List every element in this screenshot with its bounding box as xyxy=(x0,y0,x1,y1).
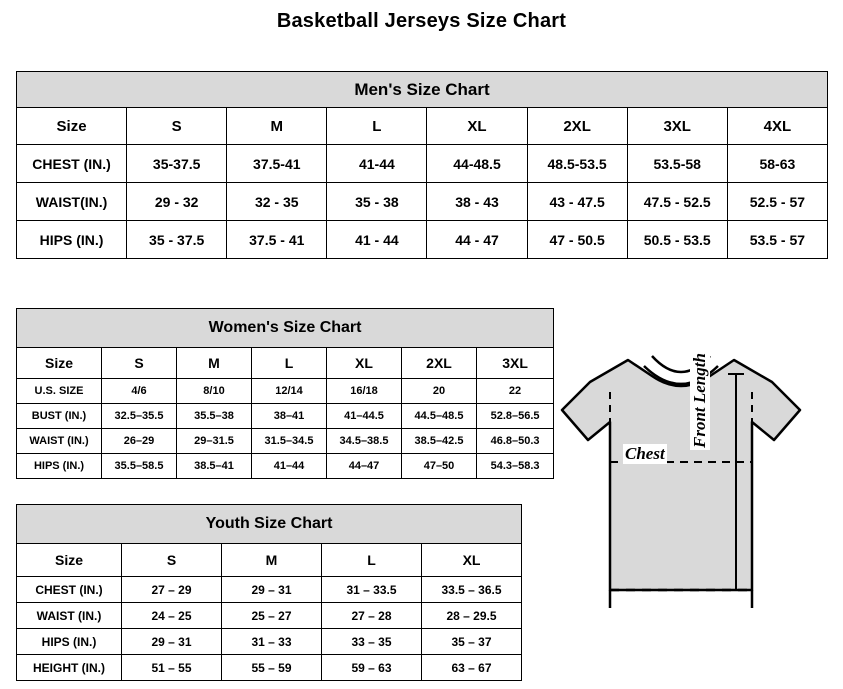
table-cell: 55 – 59 xyxy=(222,655,322,681)
column-header: XL xyxy=(327,348,402,379)
table-row xyxy=(17,603,522,629)
table-cell: 44-48.5 xyxy=(427,145,527,183)
table-cell: 38.5–42.5 xyxy=(402,429,477,454)
table-cell: 35 - 37.5 xyxy=(127,221,227,259)
column-header: S xyxy=(122,544,222,577)
table-row xyxy=(17,577,522,603)
table-cell: 29 - 32 xyxy=(127,183,227,221)
womens-size-chart xyxy=(16,308,553,479)
table-cell: 31 – 33.5 xyxy=(322,577,422,603)
table-cell: 31.5–34.5 xyxy=(252,429,327,454)
column-header: Size xyxy=(17,544,122,577)
table-header-row xyxy=(17,108,828,145)
table-cell: 35 - 38 xyxy=(327,183,427,221)
column-header: 3XL xyxy=(477,348,554,379)
table-cell: 32.5–35.5 xyxy=(102,404,177,429)
mens-size-chart xyxy=(16,71,828,259)
table-cell: 38 - 43 xyxy=(427,183,527,221)
table-cell: 20 xyxy=(402,379,477,404)
mens-size-table xyxy=(16,71,828,259)
table-cell: 29 – 31 xyxy=(222,577,322,603)
womens-size-table xyxy=(16,308,554,479)
table-cell: 44 - 47 xyxy=(427,221,527,259)
table-cell: 16/18 xyxy=(327,379,402,404)
table-row xyxy=(17,404,554,429)
table-cell: 27 – 28 xyxy=(322,603,422,629)
column-header: M xyxy=(222,544,322,577)
table-cell: 31 – 33 xyxy=(222,629,322,655)
table-cell: 54.3–58.3 xyxy=(477,454,554,479)
table-cell: 33.5 – 36.5 xyxy=(422,577,522,603)
table-header-row xyxy=(17,544,522,577)
table-cell: 37.5-41 xyxy=(227,145,327,183)
table-cell: 48.5-53.5 xyxy=(527,145,627,183)
table-banner-row xyxy=(17,309,554,348)
youth-size-chart xyxy=(16,504,521,681)
table-cell: 25 – 27 xyxy=(222,603,322,629)
table-cell: 47 - 50.5 xyxy=(527,221,627,259)
table-row xyxy=(17,183,828,221)
table-cell: 46.8–50.3 xyxy=(477,429,554,454)
table-cell: 22 xyxy=(477,379,554,404)
row-label: HEIGHT (IN.) xyxy=(17,655,122,681)
table-cell: 53.5-58 xyxy=(627,145,727,183)
table-cell: 34.5–38.5 xyxy=(327,429,402,454)
table-cell: 4/6 xyxy=(102,379,177,404)
column-header: S xyxy=(127,108,227,145)
row-label: CHEST (IN.) xyxy=(17,145,127,183)
table-cell: 41 - 44 xyxy=(327,221,427,259)
table-cell: 63 – 67 xyxy=(422,655,522,681)
womens-chart-title: Women's Size Chart xyxy=(17,309,554,348)
table-banner-row xyxy=(17,72,828,108)
table-cell: 29 – 31 xyxy=(122,629,222,655)
mens-chart-title: Men's Size Chart xyxy=(17,72,828,108)
row-label: CHEST (IN.) xyxy=(17,577,122,603)
table-cell: 24 – 25 xyxy=(122,603,222,629)
table-cell: 35 – 37 xyxy=(422,629,522,655)
youth-size-table xyxy=(16,504,522,681)
table-cell: 35.5–58.5 xyxy=(102,454,177,479)
row-label: U.S. SIZE xyxy=(17,379,102,404)
table-cell: 44–47 xyxy=(327,454,402,479)
column-header: 3XL xyxy=(627,108,727,145)
chest-measure-label: Chest xyxy=(625,444,665,463)
table-row xyxy=(17,145,828,183)
shirt-measurement-diagram xyxy=(540,340,830,660)
table-cell: 41-44 xyxy=(327,145,427,183)
table-cell: 59 – 63 xyxy=(322,655,422,681)
column-header: S xyxy=(102,348,177,379)
table-cell: 38–41 xyxy=(252,404,327,429)
table-cell: 44.5–48.5 xyxy=(402,404,477,429)
table-cell: 41–44.5 xyxy=(327,404,402,429)
table-cell: 35.5–38 xyxy=(177,404,252,429)
table-cell: 51 – 55 xyxy=(122,655,222,681)
table-cell: 32 - 35 xyxy=(227,183,327,221)
table-cell: 27 – 29 xyxy=(122,577,222,603)
table-cell: 35-37.5 xyxy=(127,145,227,183)
table-cell: 26–29 xyxy=(102,429,177,454)
table-cell: 28 – 29.5 xyxy=(422,603,522,629)
table-row xyxy=(17,221,828,259)
row-label: HIPS (IN.) xyxy=(17,454,102,479)
column-header: 2XL xyxy=(527,108,627,145)
table-cell: 52.5 - 57 xyxy=(727,183,827,221)
column-header: M xyxy=(177,348,252,379)
table-cell: 8/10 xyxy=(177,379,252,404)
column-header: Size xyxy=(17,348,102,379)
table-cell: 58-63 xyxy=(727,145,827,183)
row-label: WAIST (IN.) xyxy=(17,603,122,629)
table-cell: 29–31.5 xyxy=(177,429,252,454)
column-header: L xyxy=(252,348,327,379)
table-cell: 47.5 - 52.5 xyxy=(627,183,727,221)
table-cell: 38.5–41 xyxy=(177,454,252,479)
table-cell: 41–44 xyxy=(252,454,327,479)
table-cell: 12/14 xyxy=(252,379,327,404)
column-header: 2XL xyxy=(402,348,477,379)
table-cell: 53.5 - 57 xyxy=(727,221,827,259)
table-banner-row xyxy=(17,505,522,544)
table-header-row xyxy=(17,348,554,379)
table-cell: 52.8–56.5 xyxy=(477,404,554,429)
table-row xyxy=(17,655,522,681)
jersey-illustration-icon xyxy=(540,340,830,660)
table-cell: 37.5 - 41 xyxy=(227,221,327,259)
table-row xyxy=(17,454,554,479)
column-header: XL xyxy=(427,108,527,145)
row-label: WAIST (IN.) xyxy=(17,429,102,454)
table-cell: 50.5 - 53.5 xyxy=(627,221,727,259)
column-header: Size xyxy=(17,108,127,145)
youth-chart-title: Youth Size Chart xyxy=(17,505,522,544)
table-row xyxy=(17,379,554,404)
row-label: BUST (IN.) xyxy=(17,404,102,429)
column-header: M xyxy=(227,108,327,145)
table-cell: 43 - 47.5 xyxy=(527,183,627,221)
column-header: 4XL xyxy=(727,108,827,145)
front-length-measure-label: Front Length xyxy=(690,353,709,448)
row-label: HIPS (IN.) xyxy=(17,629,122,655)
table-row xyxy=(17,429,554,454)
row-label: HIPS (IN.) xyxy=(17,221,127,259)
table-cell: 47–50 xyxy=(402,454,477,479)
column-header: L xyxy=(322,544,422,577)
row-label: WAIST(IN.) xyxy=(17,183,127,221)
table-row xyxy=(17,629,522,655)
column-header: L xyxy=(327,108,427,145)
column-header: XL xyxy=(422,544,522,577)
table-cell: 33 – 35 xyxy=(322,629,422,655)
page-title: Basketball Jerseys Size Chart xyxy=(276,10,567,32)
